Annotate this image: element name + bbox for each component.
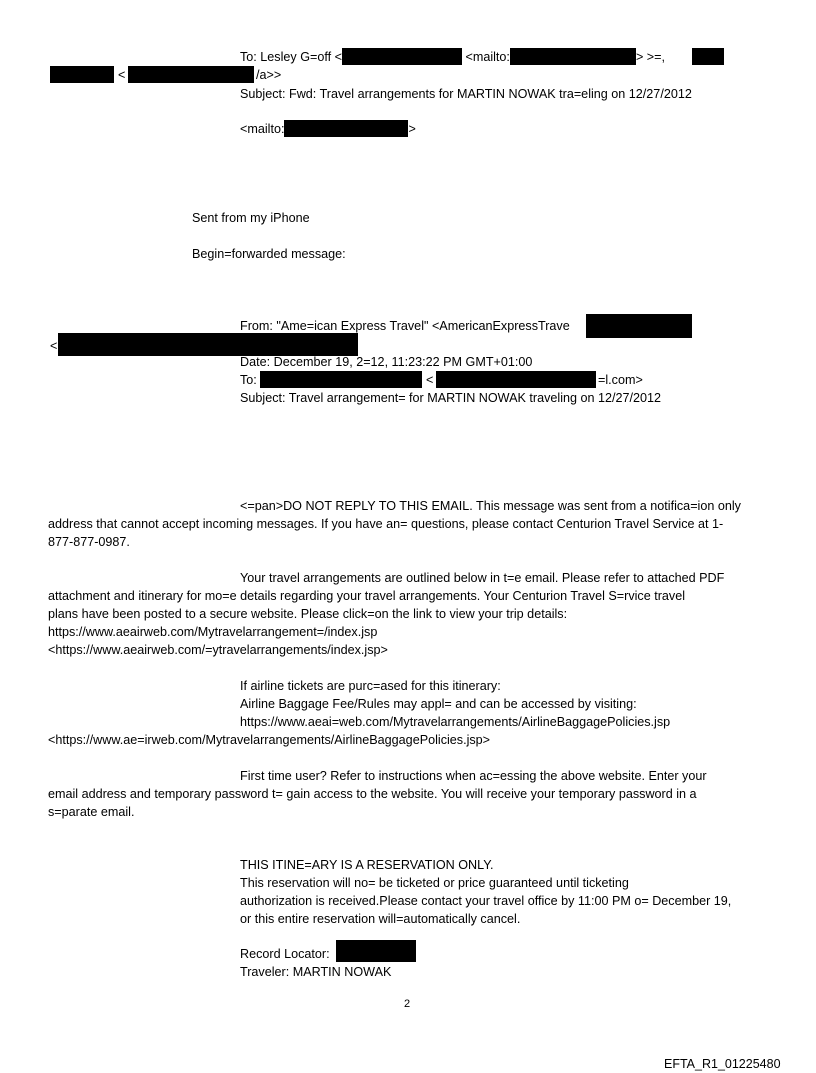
redaction-box — [128, 66, 254, 83]
redaction-box — [260, 371, 422, 388]
body-line: s=parate email. — [48, 805, 135, 819]
redaction-box — [50, 66, 114, 83]
mailto-line — [240, 120, 416, 137]
to-prefix: To: Lesley G=off < — [240, 50, 342, 64]
to-line2-a: < — [118, 68, 126, 82]
redaction-box — [342, 48, 462, 65]
page-number: 2 — [404, 998, 411, 1010]
body-line: If airline tickets are purc=ased for this itinerary: — [240, 679, 501, 693]
record-locator-label: Record Locator: — [240, 947, 330, 961]
url-line: https://www.aeai=web.com/Mytravelarrangements/AirlineBaggagePolicies.jsp — [240, 715, 671, 729]
url-line: https://www.aeairweb.com/Mytravelarrangement=/index.jsp — [48, 625, 378, 639]
traveler-line: Traveler: MARTIN NOWAK — [240, 965, 392, 979]
body-line: Your travel arrangements are outlined below in t=e email. Please refer to attached PDF — [240, 571, 725, 585]
to-line-2 — [118, 67, 125, 83]
body-line: THIS ITINE=ARY IS A RESERVATION ONLY. — [240, 858, 494, 872]
from-line: From: "Ame=ican Express Travel" <AmericanExpressTrave — [240, 319, 570, 333]
body-line: plans have been posted to a secure website. Please click=on the link to view your trip details: — [48, 607, 568, 621]
to-line — [240, 48, 665, 65]
body-line: 877-877-0987. — [48, 535, 130, 549]
body-line: or this entire reservation will=automatically cancel. — [240, 912, 521, 926]
mailto-b: > — [408, 122, 416, 136]
to-suffix: > >=, — [635, 50, 665, 64]
redaction-box — [58, 333, 358, 356]
url-line: <https://www.ae=irweb.com/Mytravelarrangements/AirlineBaggagePolicies.jsp> — [48, 733, 491, 747]
body-line: This reservation will no= be ticketed or price guaranteed until ticketing — [240, 876, 629, 890]
redaction-box — [284, 120, 408, 137]
document-id: EFTA_R1_01225480 — [664, 1057, 781, 1071]
body-line: First time user? Refer to instructions when ac=essing the above website. Enter your — [240, 769, 707, 783]
url-line: <https://www.aeairweb.com/=ytravelarrangements/index.jsp> — [48, 643, 388, 657]
body-line: <=pan>DO NOT REPLY TO THIS EMAIL. This message was sent from a notifica=ion only — [240, 499, 741, 513]
date-line: Date: December 19, 2=12, 11:23:22 PM GMT+01:00 — [240, 355, 533, 369]
body-line: email address and temporary password t= gain access to the website. You will receive your temporary password in a — [48, 787, 697, 801]
redaction-box — [692, 48, 724, 65]
redaction-box — [586, 314, 692, 338]
mailto-a: <mailto: — [240, 122, 285, 136]
from-line-2: < — [50, 339, 58, 353]
begin-forwarded: Begin=forwarded message: — [192, 247, 346, 261]
to-mid: < — [426, 373, 434, 387]
redaction-box — [510, 48, 636, 65]
subject-line: Subject: Fwd: Travel arrangements for MARTIN NOWAK tra=eling on 12/27/2012 — [240, 87, 692, 101]
to-line-orig: To: — [240, 373, 257, 387]
subject-line-orig: Subject: Travel arrangement= for MARTIN NOWAK traveling on 12/27/2012 — [240, 391, 662, 405]
body-line: authorization is received.Please contact your travel office by 11:00 PM o= December 19, — [240, 894, 732, 908]
body-line: attachment and itinerary for mo=e details regarding your travel arrangements. Your Centurion Travel S=rvice travel — [48, 589, 686, 603]
to-suffix-orig: =l.com> — [598, 373, 643, 387]
to-line-2b: /a>> — [256, 68, 282, 82]
body-line: Airline Baggage Fee/Rules may appl= and can be accessed by visiting: — [240, 697, 637, 711]
body-line: address that cannot accept incoming messages. If you have an= questions, please contact Centurion Travel Service at 1- — [48, 517, 724, 531]
redaction-box — [336, 940, 416, 962]
sent-from: Sent from my iPhone — [192, 211, 310, 225]
redaction-box — [436, 371, 596, 388]
to-mailto: <mailto: — [465, 50, 510, 64]
